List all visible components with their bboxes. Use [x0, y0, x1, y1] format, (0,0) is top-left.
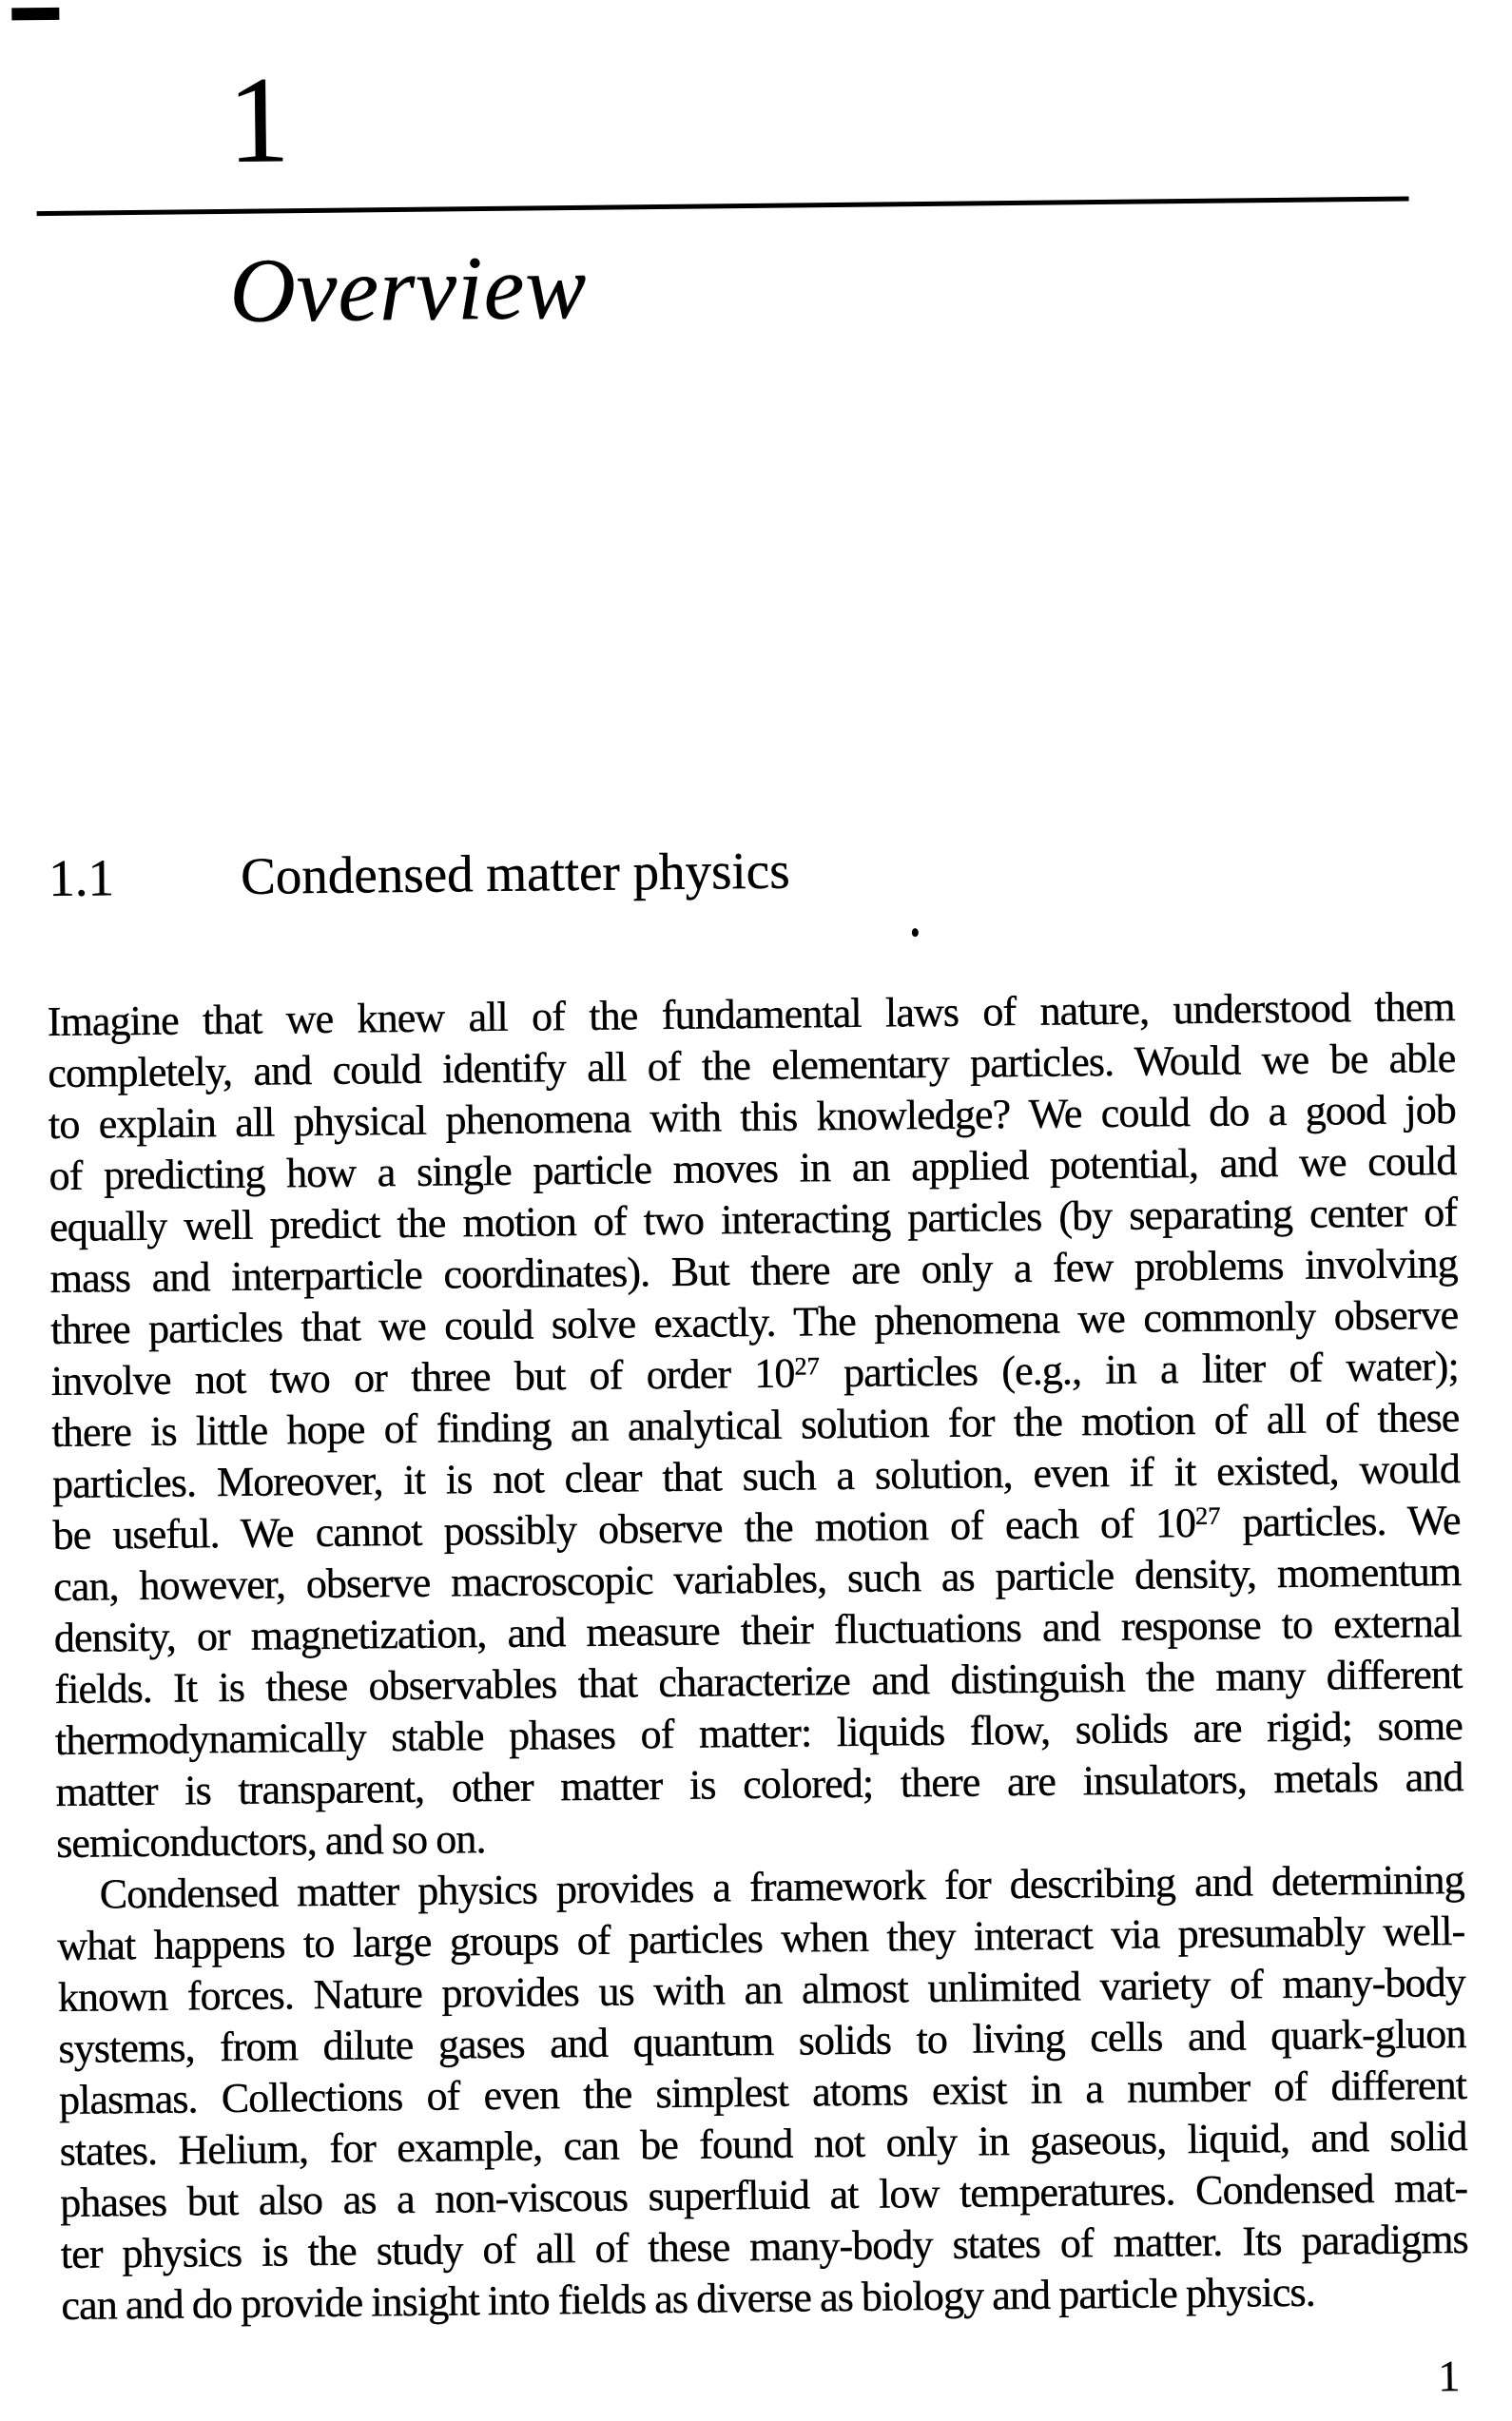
scan-artifact-dot — [912, 928, 919, 937]
body-line: can, however, observe macroscopic variables, such as particle density, momentum — [52, 1548, 1462, 1611]
body-text — [48, 981, 1469, 2332]
section-heading — [48, 843, 790, 908]
body-line: density, or magnetization, and measure their fluctuations and response to external — [53, 1599, 1462, 1662]
chapter-title: Overview — [228, 235, 588, 341]
body-line: Condensed matter physics provides a framework for describing and determining — [99, 1855, 1464, 1918]
chapter-number: 1 — [226, 51, 291, 189]
body-line: plasmas. Collections of even the simplest atoms exist in a number of different — [58, 2061, 1467, 2123]
paragraph — [56, 1854, 1468, 2332]
body-line: there is little hope of finding an analytical solution for the motion of all of these — [51, 1394, 1460, 1457]
body-line: Imagine that we knew all of the fundamental laws of nature, understood them — [47, 983, 1455, 1046]
body-line: thermodynamically stable phases of matter: liquids flow, solids are rigid; some — [54, 1701, 1464, 1765]
superscript: 27 — [794, 1351, 820, 1381]
body-line: can and do provide insight into fields as diverse as biology and particle physics. — [61, 2268, 1316, 2329]
body-line: fields. It is these observables that characterize and distinguish the many different — [54, 1650, 1463, 1714]
body-line: equally well predict the motion of two interacting particles (by separating center of — [48, 1189, 1458, 1251]
body-line: states. Helium, for example, can be found not only in gaseous, liquid, and solid — [59, 2112, 1467, 2175]
body-line: systems, from dilute gases and quantum solids to living cells and quark-gluon — [58, 2009, 1466, 2072]
body-line: mass and interparticle coordinates). But there are only a few problems involving — [49, 1240, 1458, 1303]
body-line: particles. Moreover, it is not clear that such a solution, even if it existed, would — [51, 1445, 1461, 1508]
body-line: three particles that we could solve exactly. The phenomena we commonly observe — [50, 1291, 1459, 1354]
body-line: phases but also as a non-viscous superfluid at low temperatures. Condensed mat- — [59, 2163, 1468, 2226]
body-line: completely, and could identify all of the elementary particles. Would we be able — [48, 1035, 1456, 1097]
scan-edge-artifact — [11, 8, 59, 21]
paragraph — [48, 981, 1464, 1869]
body-line: what happens to large groups of particles when they interact via presumably well- — [57, 1907, 1465, 1969]
body-line: known forces. Nature provides us with an almost unlimited variety of many-body — [57, 1958, 1466, 2021]
body-line: matter is transparent, other matter is colored; there are insulators, metals and — [55, 1753, 1464, 1816]
body-line: be useful. We cannot possibly observe the motion of each of $10^{27}$ particles. We — [52, 1497, 1461, 1559]
section-number: 1.1 — [48, 848, 115, 908]
body-line: to explain all physical phenomena with this knowledge? We could do a good job — [48, 1086, 1457, 1149]
section-title: Condensed matter physics — [240, 841, 790, 905]
body-line: involve not two or three but of order $10^{27}$ particles (e.g., in a liter of water); — [50, 1343, 1460, 1405]
chapter-divider-rule — [37, 197, 1409, 217]
body-line: ter physics is the study of all of these many-body states of matter. Its paradigms — [60, 2215, 1469, 2277]
page-number: 1 — [1438, 2352, 1461, 2401]
superscript: 27 — [1194, 1501, 1221, 1530]
body-line: semiconductors, and so on. — [55, 1815, 486, 1867]
body-line: of predicting how a single particle moves in an applied potential, and we could — [48, 1137, 1457, 1200]
